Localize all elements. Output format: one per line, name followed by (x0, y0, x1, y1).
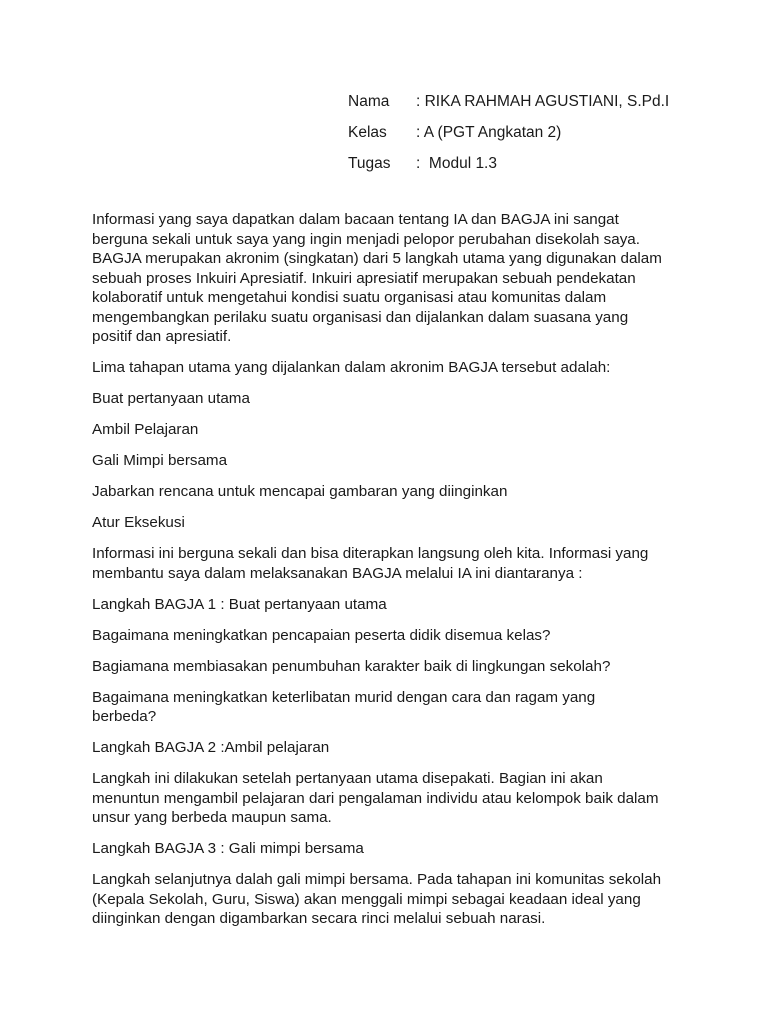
text-line: sebuah proses Inkuiri Apresiatif. Inkuiri apresiatif merupakan sebuah pendekatan (92, 269, 636, 287)
text-line: Langkah BAGJA 2 :Ambil pelajaran (92, 739, 330, 756)
paragraph (92, 738, 692, 758)
document-body (92, 210, 692, 940)
paragraph (92, 358, 692, 378)
header-value: : Modul 1.3 (416, 154, 497, 172)
paragraph (92, 389, 692, 409)
text-line: Informasi yang saya dapatkan dalam bacaan tentang IA dan BAGJA ini sangat (92, 211, 619, 228)
text-line: Lima tahapan utama yang dijalankan dalam akronim BAGJA tersebut adalah: (92, 359, 611, 376)
paragraph (92, 210, 692, 347)
text-line: Gali Mimpi bersama (92, 452, 228, 469)
paragraph (92, 513, 692, 533)
paragraph (92, 482, 692, 502)
header-value: : RIKA RAHMAH AGUSTIANI, S.Pd.I (416, 92, 670, 110)
text-line: kolaboratif untuk mengetahui kondisi suatu organisasi atau komunitas dalam (92, 289, 607, 306)
header-row-tugas (348, 148, 669, 179)
paragraph (92, 839, 692, 859)
paragraph (92, 870, 692, 929)
paragraph (92, 657, 692, 677)
text-line: Bagaimana meningkatkan pencapaian peserta didik disemua kelas? (92, 626, 551, 644)
text-line: Atur Eksekusi (92, 514, 185, 531)
text-line: menuntun mengambil pelajaran dari pengalaman individu atau kelompok baik dalam (92, 789, 659, 807)
text-line: Jabarkan rencana untuk mencapai gambaran yang diinginkan (92, 483, 508, 500)
text-line: Langkah ini dilakukan setelah pertanyaan utama disepakati. Bagian ini akan (92, 770, 603, 787)
paragraph (92, 451, 692, 471)
paragraph (92, 769, 692, 828)
paragraph (92, 595, 692, 615)
text-line: diinginkan dengan digambarkan secara rinci melalui sebuah narasi. (92, 910, 546, 927)
header-value: : A (PGT Angkatan 2) (416, 123, 562, 141)
paragraph (92, 420, 692, 440)
paragraph (92, 626, 692, 646)
text-line: membantu saya dalam melaksanakan BAGJA melalui IA ini diantaranya : (92, 564, 583, 582)
text-line: positif dan apresiatif. (92, 328, 232, 345)
paragraph (92, 688, 692, 727)
header-label: Nama (348, 92, 390, 110)
text-line: BAGJA merupakan akronim (singkatan) dari 5 langkah utama yang digunakan dalam (92, 250, 662, 267)
header-label: Kelas (348, 123, 387, 141)
text-line: Langkah BAGJA 3 : Gali mimpi bersama (92, 840, 364, 857)
text-line: Informasi ini berguna sekali dan bisa diterapkan langsung oleh kita. Informasi yang (92, 545, 649, 562)
text-line: (Kepala Sekolah, Guru, Siswa) akan menggali mimpi sebagai keadaan ideal yang (92, 890, 641, 908)
text-line: Langkah BAGJA 1 : Buat pertanyaan utama (92, 595, 387, 613)
text-line: Ambil Pelajaran (92, 421, 199, 438)
identity-header (348, 86, 669, 179)
text-line: Buat pertanyaan utama (92, 390, 250, 407)
text-line: berbeda? (92, 708, 157, 725)
header-row-kelas (348, 117, 669, 148)
text-line: Bagiamana membiasakan penumbuhan karakter baik di lingkungan sekolah? (92, 657, 611, 675)
text-line: mengembangkan perilaku suatu organisasi dan dijalankan dalam suasana yang (92, 308, 629, 326)
header-label: Tugas (348, 154, 391, 172)
header-row-nama (348, 86, 669, 117)
text-line: unsur yang berbeda maupun sama. (92, 809, 332, 826)
text-line: Bagaimana meningkatkan keterlibatan murid dengan cara dan ragam yang (92, 688, 596, 706)
text-line: berguna sekali untuk saya yang ingin menjadi pelopor perubahan disekolah saya. (92, 230, 640, 248)
text-line: Langkah selanjutnya dalah gali mimpi bersama. Pada tahapan ini komunitas sekolah (92, 871, 662, 888)
paragraph (92, 544, 692, 583)
